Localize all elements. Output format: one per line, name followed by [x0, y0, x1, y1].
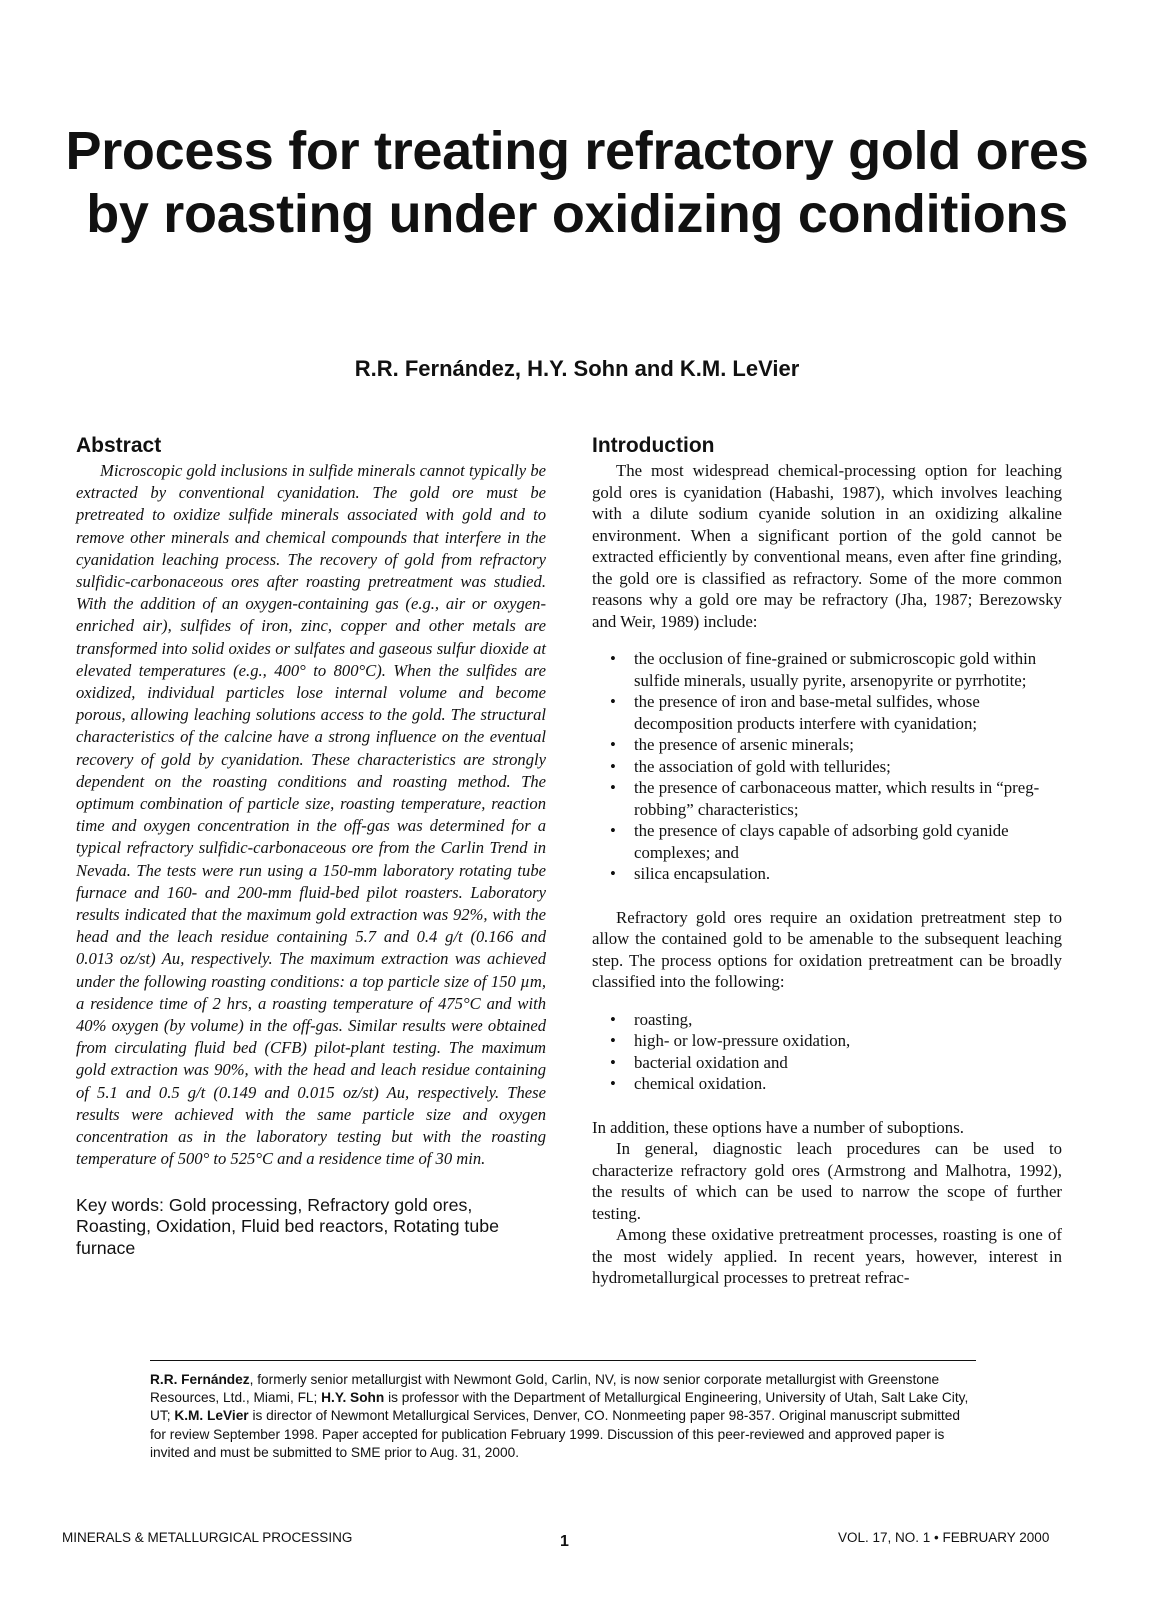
footnote-text-3: is director of Newmont Metallurgical Services, Denver, CO. Nonmeeting paper 98-357. Original manuscript submitted for review September 1998. Paper accepted for publication February 1999. Discussion of this peer-reviewed and approved paper is invited and must be submitted to SME prior to Aug. 31, 2000. — [150, 1408, 960, 1460]
footnote-author-3: K.M. LeVier — [174, 1408, 249, 1424]
page-number: 1 — [560, 1533, 569, 1550]
list-item: • the association of gold with tellurides; — [634, 756, 1062, 778]
keywords: Key words: Gold processing, Refractory gold ores, Roasting, Oxidation, Fluid bed reactors, Rotating tube furnace — [76, 1194, 500, 1258]
introduction-heading: Introduction — [592, 434, 715, 457]
intro-paragraph-2: Refractory gold ores require an oxidation pretreatment step to allow the contained gold to be amenable to the subsequent leaching step. The process options for oxidation pretreatment can be broadly classified into the following: — [592, 907, 1062, 991]
intro-paragraph-4: In general, diagnostic leach procedures can be used to characterize refractory gold ores (Armstrong and Malhotra, 1992), the results of which can be used to narrow the scope of further testing. — [592, 1139, 1062, 1223]
footnote-text-2: is professor with the Department of Metallurgical Engineering, University of Utah, Salt Lake City, UT; — [150, 1390, 969, 1424]
intro-paragraph-1: The most widespread chemical-processing option for leaching gold ores is cyanidation (Habashi, 1987), which involves leaching with a dilute sodium cyanide solution in an oxidizing alkaline environment. When a significant portion of the gold cannot be extracted efficiently by conventional means, even after fine grinding, the gold ore is classified as refractory. Some of the more common reasons why a gold ore may be refractory (Jha, 1987; Berezowsky and Weir, 1989) include: — [592, 461, 1062, 631]
list-item: • the presence of clays capable of adsorbing gold cyanide complexes; and — [634, 820, 1062, 863]
right-column — [592, 434, 1062, 1289]
list-item: • roasting, — [634, 1009, 1062, 1031]
issue-info: VOL. 17, NO. 1 • FEBRUARY 2000 — [838, 1530, 1050, 1545]
list-item: • the presence of carbonaceous matter, which results in “preg-robbing” characteristics; — [634, 777, 1062, 820]
left-column — [76, 434, 546, 1259]
list-item: • the presence of iron and base-metal sulfides, whose decomposition products interfere with cyanidation; — [634, 691, 1062, 734]
footnote-author-2: H.Y. Sohn — [321, 1390, 385, 1406]
intro-paragraph-5: Among these oxidative pretreatment processes, roasting is one of the most widely applied. In recent years, however, interest in hydrometallurgical processes to pretreat refrac- — [592, 1225, 1062, 1287]
list-item: • silica encapsulation. — [634, 863, 1062, 885]
footnote-text-1: , formerly senior metallurgist with Newmont Gold, Carlin, NV, is now senior corporate metallurgist with Greenstone Resources, Ltd., Miami, FL; — [150, 1372, 940, 1406]
list-item: • high- or low-pressure oxidation, — [634, 1030, 1062, 1052]
list-item: • the presence of arsenic minerals; — [634, 734, 1062, 756]
refractory-reasons-list — [592, 648, 1062, 885]
abstract-text: Microscopic gold inclusions in sulfide minerals cannot typically be extracted by conventional cyanidation. The gold ore must be pretreated to oxidize sulfide minerals associated with gold and to remove other minerals and chemical compounds that interfere in the cyanidation leaching process. The recovery of gold from refractory sulfidic-carbonaceous ores after roasting pretreatment was studied. With the addition of an oxygen-containing gas (e.g., air or oxygen-enriched air), sulfides of iron, zinc, copper and other metals are transformed into solid oxides or sulfates and gaseous sulfur dioxide at elevated temperatures (e.g., 400° to 800°C). When the sulfides are oxidized, individual particles lose internal volume and become porous, allowing leaching solutions access to the gold. The structural characteristics of the calcine have a strong influence on the eventual recovery of gold by cyanidation. These characteristics are strongly dependent on the roasting conditions and roasting method. The optimum combination of particle size, roasting temperature, reaction time and oxygen concentration in the off-gas was determined for a typical refractory sulfidic-carbonaceous ore from the Carlin Trend in Nevada. The tests were run using a 150-mm laboratory rotating tube furnace and 160- and 200-mm fluid-bed pilot roasters. Laboratory results indicated that the maximum gold extraction was 92%, with the head and the leach residue containing 5.7 and 0.4 g/t (0.166 and 0.013 oz/st) Au, respectively. The maximum extraction was achieved under the following roasting conditions: a top particle size of 150 µm, a residence time of 2 hrs, a roasting temperature of 475°C and with 40% oxygen (by volume) in the off-gas. Similar results were obtained from circulating fluid bed (CFB) pilot-plant testing. The maximum gold extraction was 90%, with the head and leach residue containing of 5.1 and 0.5 g/t (0.149 and 0.015 oz/st) Au, respectively. These results were achieved with the same particle size and oxygen concentration as in the laboratory testing but with the roasting temperature of 500° to 525°C and a residence time of 30 min. — [76, 461, 546, 1169]
intro-paragraph-3: In addition, these options have a number of suboptions. — [592, 1117, 964, 1137]
author-list: R.R. Fernández, H.Y. Sohn and K.M. LeVier — [354, 356, 800, 381]
abstract-heading: Abstract — [76, 434, 162, 457]
footnote-author-1: R.R. Fernández — [150, 1372, 250, 1387]
list-item: • chemical oxidation. — [634, 1073, 1062, 1095]
author-footnote — [150, 1360, 976, 1462]
list-item: • the occlusion of fine-grained or submicroscopic gold within sulfide minerals, usually pyrite, arsenopyrite or pyrrhotite; — [634, 648, 1062, 691]
journal-name: MINERALS & METALLURGICAL PROCESSING — [62, 1530, 353, 1545]
paper-title: Process for treating refractory gold ores by roasting under oxidizing conditions — [65, 121, 1089, 244]
oxidation-options-list — [592, 1009, 1062, 1095]
list-item: • bacterial oxidation and — [634, 1052, 1062, 1074]
